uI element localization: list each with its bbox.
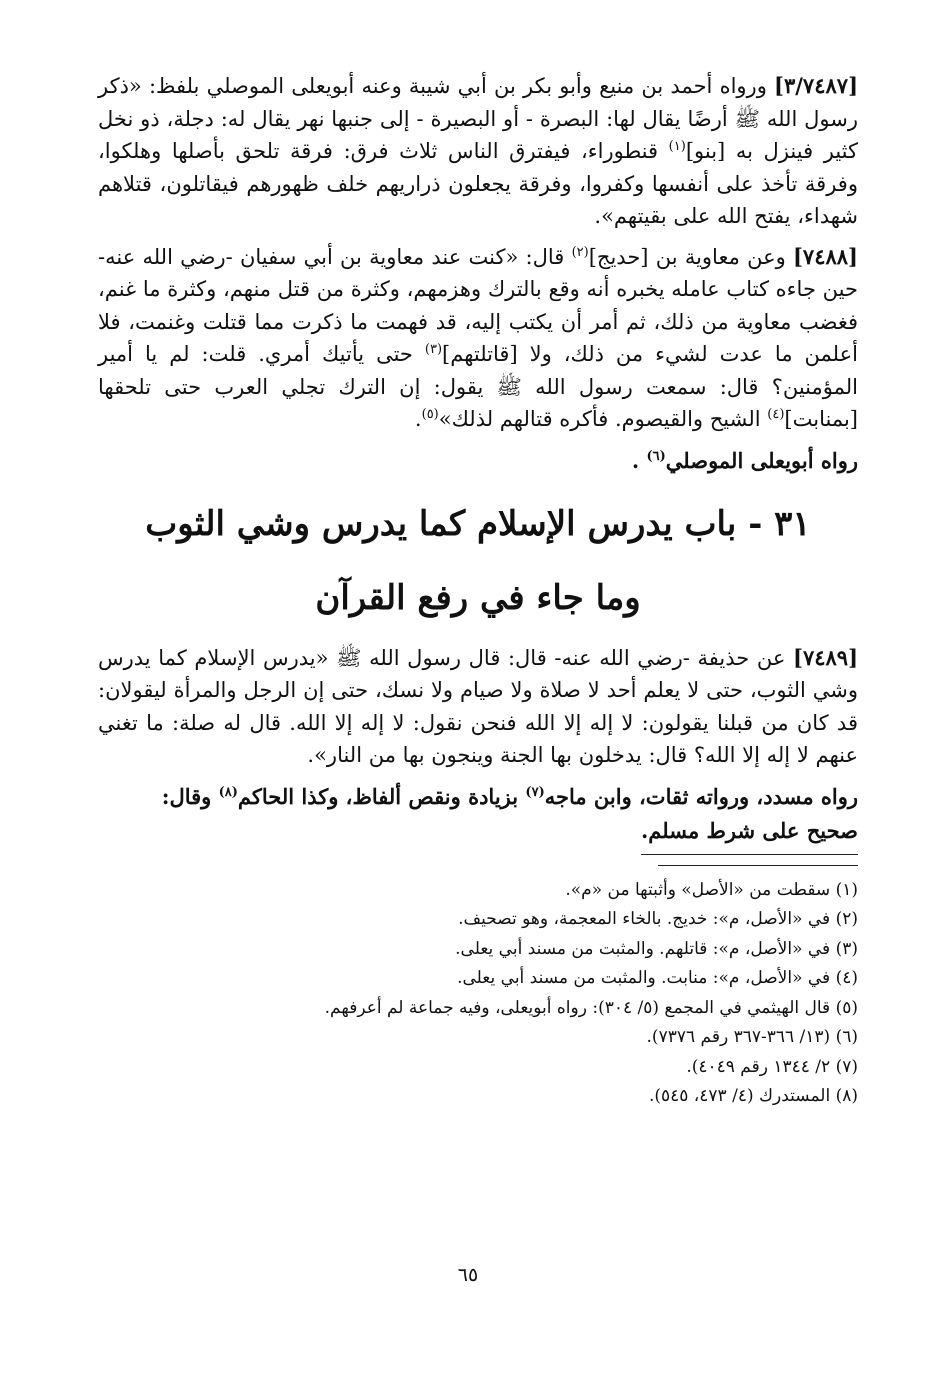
footnotes	[98, 876, 858, 1112]
hadith-text: ورواه أحمد بن منيع وأبو بكر بن أبي شيبة وعنه أبويعلى الموصلي بلفظ: «ذكر رسول الله ﷺ أرضًا يقال لها: البصرة - أو البصيرة - إلى جنبها نهر يقال له: دجلة، ذو نخل كثير فينزل به [بنو]	[98, 74, 858, 163]
footnote-ref[interactable]: (٣)	[424, 342, 443, 357]
footnote-8: (٨) المستدرك (٤/ ٤٧٣، ٥٤٥).	[648, 1086, 858, 1106]
footnote-4: (٤) في «الأصل، م»: منابت. والمثبت من مسند أبي يعلى.	[457, 968, 858, 988]
hadith-7489	[98, 642, 858, 772]
footnote-divider	[658, 865, 858, 866]
footnote-5: (٥) قال الهيثمي في المجمع (٥/ ٣٠٤): رواه أبويعلى، وفيه جماعة لم أعرفهم.	[324, 997, 858, 1018]
hadith-7488	[98, 241, 858, 436]
attribution-end: .	[631, 447, 647, 473]
footnote-ref[interactable]: (٢)	[571, 244, 589, 260]
footnote-2: (٢) في «الأصل، م»: خديج. بالخاء المعجمة، وهو تصحيف.	[458, 909, 858, 929]
chapter-title: ٣١ - باب يدرس الإسلام كما يدرس وشي الثوب	[145, 503, 811, 544]
footnote-ref[interactable]: (٧)	[525, 784, 545, 800]
hadith-number: [٧٤٨٨]	[792, 243, 858, 269]
footnote-3: (٣) في «الأصل، م»: قاتلهم. والمثبت من مسند أبي يعلى.	[455, 938, 858, 959]
hadith-text: قال: «كنت عند معاوية بن أبي سفيان -رضي الله عنه- حين جاءه كتاب عامله يخبره أنه وقع بالترك وهزمهم، وكثرة من قتل منهم، وكثرة ما غنم، فغضب معاوية من ذلك، ثم أمر أن يكتب إليه، قد فهمت ما ذكرت مما قتلت وغنمت، فلا أعلمن ما عدت لشيء من ذلك، ولا [قاتلتهم]	[98, 244, 858, 366]
footnote-7: (٧) ٢/ ١٣٤٤ رقم ٤٠٤٩).	[686, 1056, 858, 1077]
attribution-text: رواه أبويعلى الموصلي	[665, 447, 858, 473]
chapter-subtitle: وما جاء في رفع القرآن	[315, 577, 641, 618]
footnote-ref[interactable]: (٨)	[218, 784, 238, 800]
attribution-text: وقال:	[161, 783, 219, 809]
hadith-text: .	[414, 407, 422, 431]
hadith-7488-attribution	[98, 444, 858, 478]
page-number: ٦٥	[457, 1264, 479, 1286]
footnote-ref[interactable]: (٤)	[767, 407, 785, 422]
footnote-ref[interactable]: (٦)	[646, 448, 666, 464]
footnote-6: (٦) (١٣/ ٣٦٦-٣٦٧ رقم ٧٣٧٦).	[646, 1027, 858, 1047]
attribution-text: بزيادة ونقص ألفاظ، وكذا الحاكم	[237, 783, 526, 809]
hadith-text: حتى يأتيك أمري. قلت: لم يا أمير المؤمنين؟ قال: سمعت رسول الله ﷺ يقول: إن الترك تجلي العرب حتى تلحقها [بمنابت]	[98, 342, 858, 431]
attribution-text: رواه مسدد، ورواته ثقات، وابن ماجه	[544, 783, 858, 809]
hadith-number: [٣/٧٤٨٧]	[774, 73, 858, 98]
hadith-text: وعن معاوية بن [حديج]	[588, 244, 793, 269]
footnote-ref[interactable]: (٥)	[421, 407, 439, 422]
hadith-7487	[98, 70, 858, 233]
hadith-text: الشيح والقيصوم. فأكره قتالهم لذلك»	[438, 407, 768, 431]
hadith-7489-attribution	[98, 780, 858, 855]
hadith-text-cont: قنطوراء، فيفترق الناس ثلاث فرق: فرقة تلحق بأصلها وهلكوا، وفرقة تأخذ على أنفسها وكفروا، وفرقة يجعلون ذراريهم خلف ظهورهم فيقاتلون، قتلاهم شهداء، يفتح الله على بقيتهم».	[98, 139, 858, 228]
footnote-1: (١) سقطت من «الأصل» وأثبتها من «م».	[565, 879, 858, 900]
hadith-number: [٧٤٨٩]	[793, 644, 858, 670]
grading-text: صحيح على شرط مسلم.	[641, 814, 858, 855]
hadith-text: عن حذيفة -رضي الله عنه- قال: قال رسول الله ﷺ «يدرس الإسلام كما يدرس وشي الثوب، حتى لا يعلم أحد لا صلاة ولا صيام ولا نسك، حتى إن الرجل والمرأة ليقولان: قد كان من قبلنا يقولون: لا إله إلا الله فنحن نقول: لا إله إلا الله. قال له صلة: ما تغني عنهم لا إله إلا الله؟ قال: يدخلون بها الجنة وينجون بها من النار».	[98, 645, 858, 767]
footnote-ref[interactable]: (١)	[668, 139, 686, 154]
